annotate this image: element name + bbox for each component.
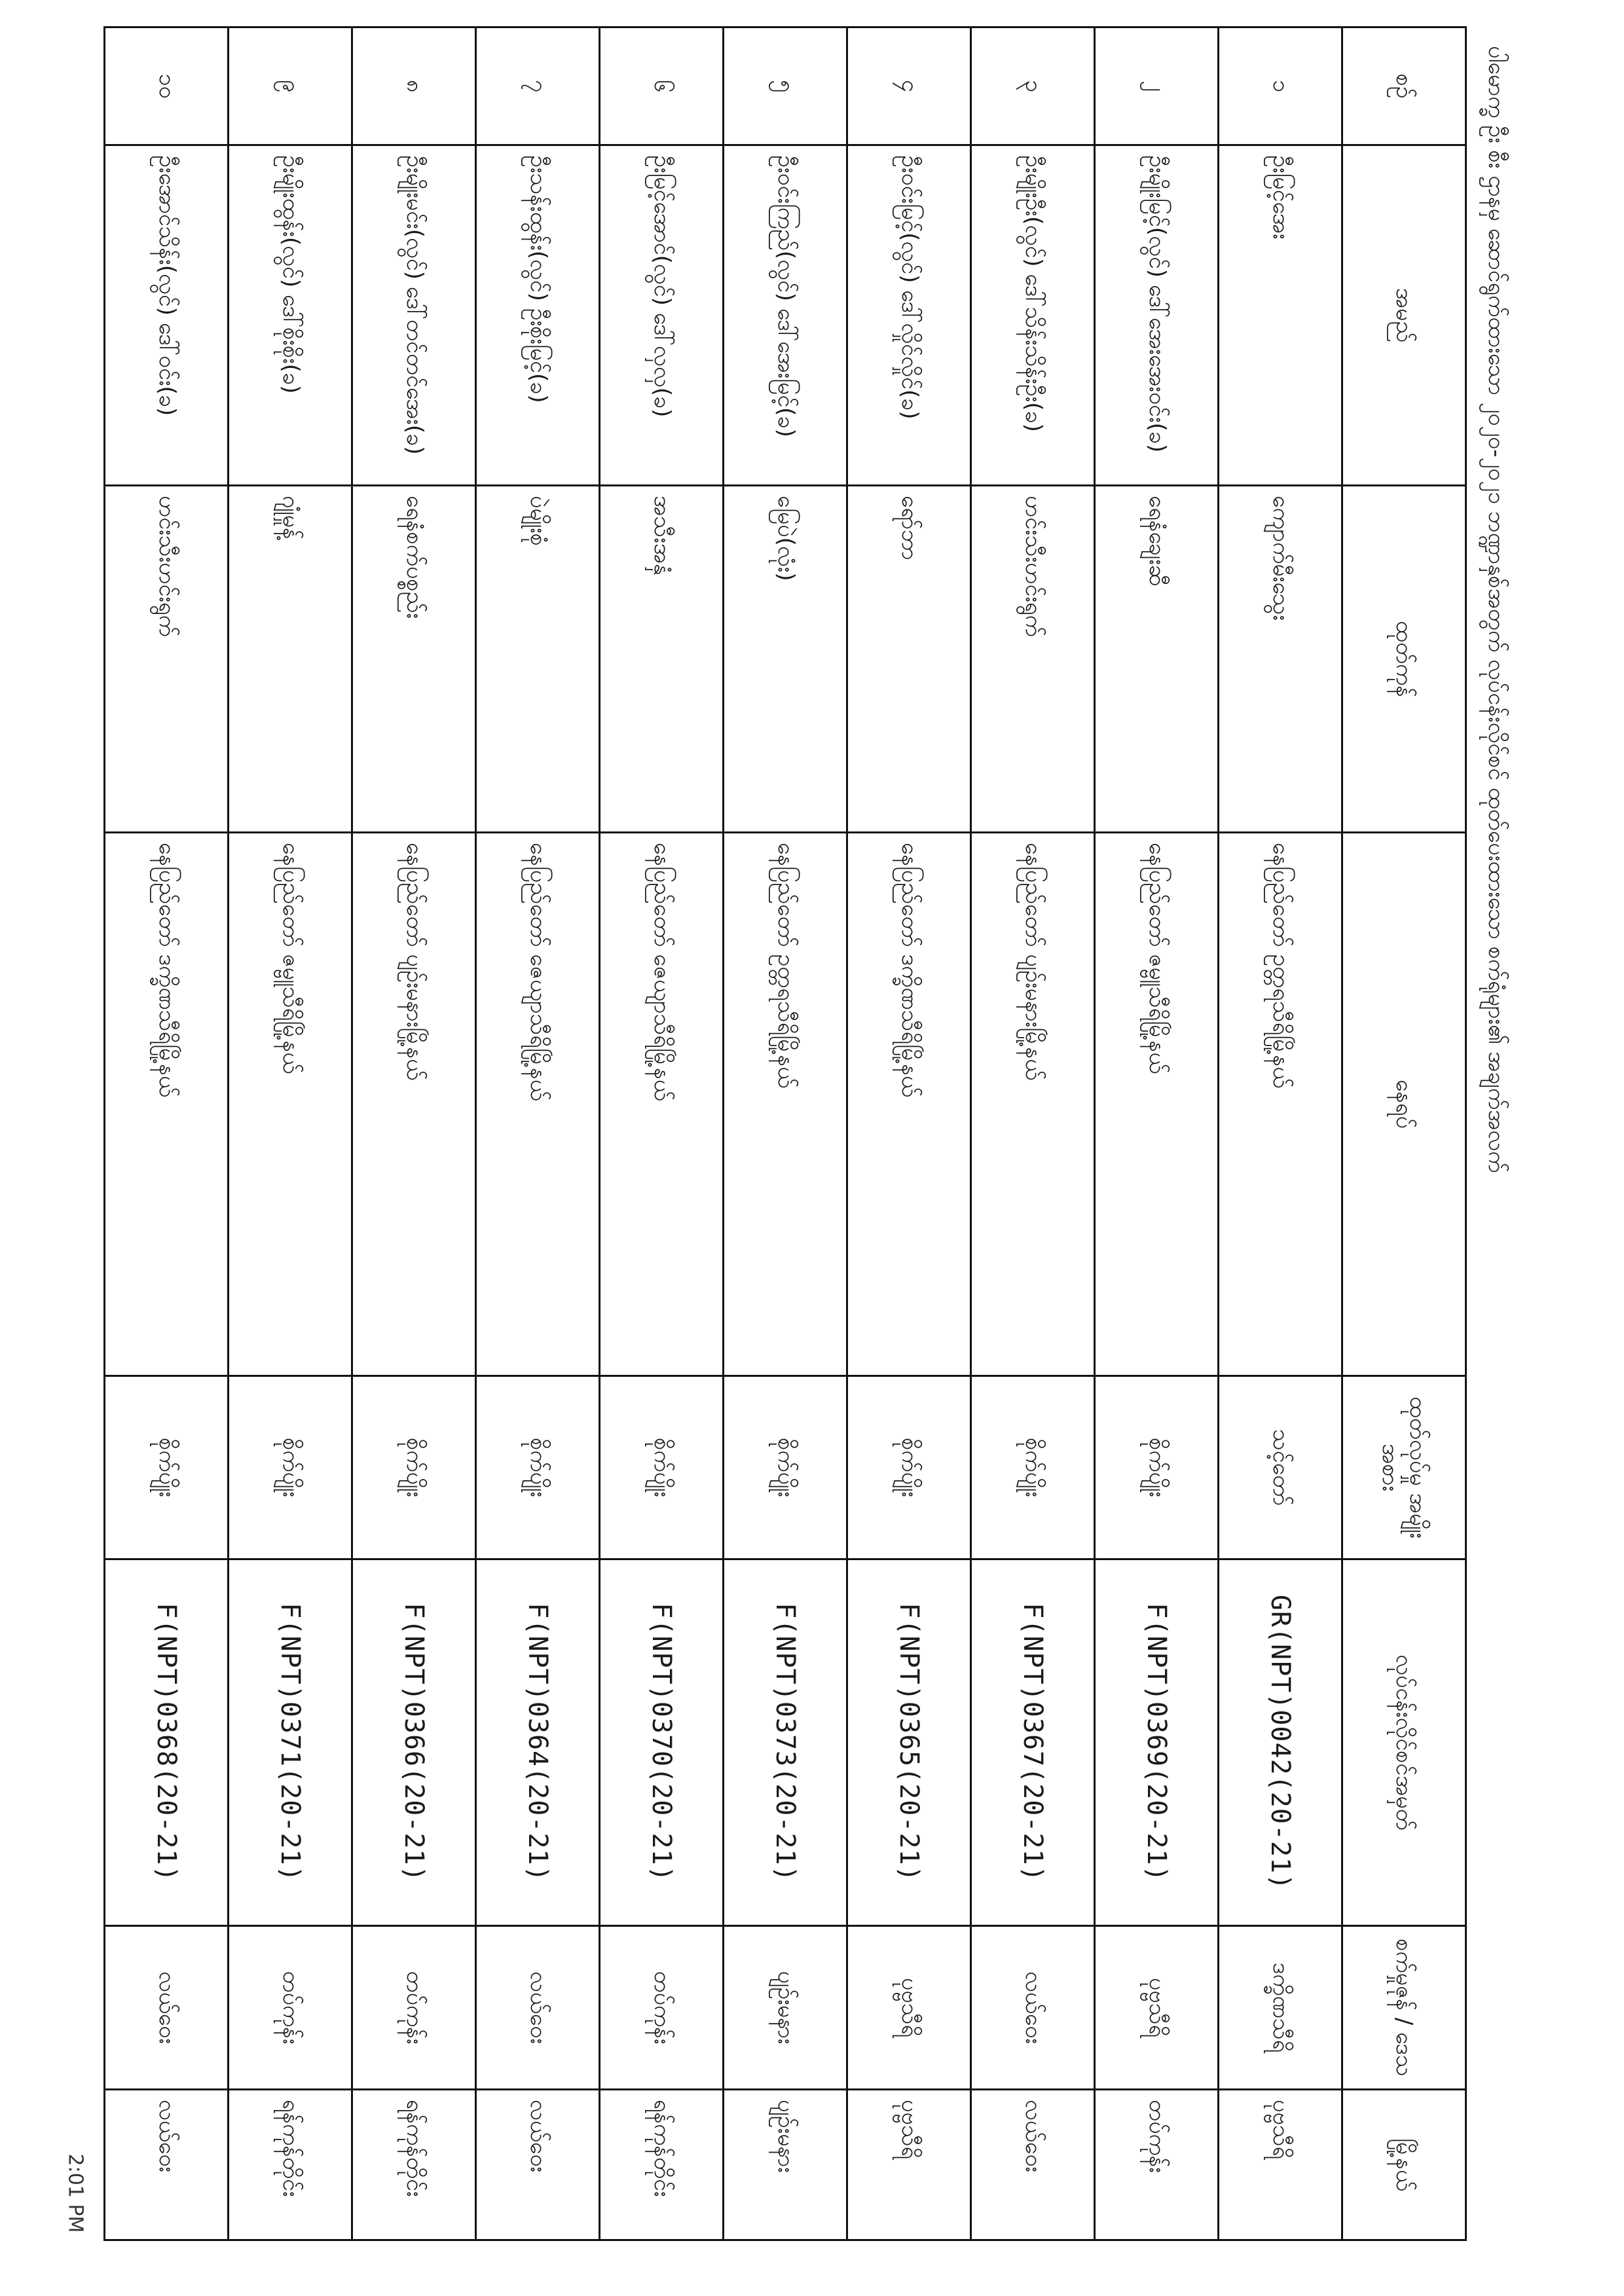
cell-name: ဦးသန်းထွန်း(လွင်) ဦးစိုးမြင့်(ခ)	[476, 145, 600, 486]
cell-license: F(NPT)0365(20-21)	[847, 1559, 971, 1926]
cell-township: ရန်ကုန်တိုင်း	[352, 2090, 476, 2240]
cell-township: လယ်ဝေး	[971, 2090, 1095, 2240]
table-row	[352, 27, 476, 2240]
header-name: အမည်	[1342, 145, 1466, 486]
cell-no: ၈	[352, 27, 476, 145]
cell-manufacture: စိုက်ပျိုး	[1095, 1376, 1219, 1559]
cell-manufacture: စိုက်ပျိုး	[971, 1376, 1095, 1559]
page-stamp	[46, 2128, 105, 2259]
cell-no: ၁၀	[105, 27, 229, 145]
cell-product: အသီးအနှံ	[600, 486, 724, 833]
cell-type: တပ်ကုန်း	[352, 1926, 476, 2090]
cell-license: F(NPT)0370(20-21)	[600, 1559, 724, 1926]
cell-township: တပ်ကုန်း	[1095, 2090, 1219, 2240]
cell-product: မြေပဲ(လုံး)	[724, 486, 847, 833]
table-row	[1095, 27, 1219, 2240]
cell-license: F(NPT)0368(20-21)	[105, 1559, 229, 1926]
cell-manufacture: စိုက်ပျိုး	[105, 1376, 229, 1559]
cell-manufacture: စိုက်ပျိုး	[847, 1376, 971, 1559]
cell-address: နေပြည်တော် ပျဉ်းမနားမြို့နယ်	[352, 833, 476, 1376]
cell-license: F(NPT)0371(20-21)	[229, 1559, 352, 1926]
cell-address: နေပြည်တော် ဇေယျာသီရိမြို့နယ်	[476, 833, 600, 1376]
header-row	[1342, 27, 1466, 2240]
header-township: မြို့နယ်	[1342, 2090, 1466, 2240]
page-stamp-text: 2:01 PM	[64, 2153, 87, 2233]
cell-no: ၉	[229, 27, 352, 145]
cell-address: နေပြည်တော် ဇမ္ဗူသီရိမြို့နယ်	[1095, 833, 1219, 1376]
cell-no: ၇	[476, 27, 600, 145]
cell-product: ကျောက်မီးသွေး	[1219, 486, 1342, 833]
cell-type: လယ်ဝေး	[105, 1926, 229, 2090]
cell-product: ဟင်းသီးဟင်းရွက်	[105, 486, 229, 833]
license-table	[103, 26, 1467, 2241]
cell-no: ၆	[600, 27, 724, 145]
cell-township: လယ်ဝေး	[476, 2090, 600, 2240]
cell-name: ဦးမျိုးဦး(လွင်) ဒေါ်သိန်းသိန်းဦး(ခ)	[971, 145, 1095, 486]
cell-license: F(NPT)0369(20-21)	[1095, 1559, 1219, 1926]
header-type: စက်မှုဇုန် / ဒေသ	[1342, 1926, 1466, 2090]
cell-type: လယ်ဝေး	[476, 1926, 600, 2090]
table-row	[105, 27, 229, 2240]
cell-type: တပ်ကုန်း	[600, 1926, 724, 2090]
cell-address: နေပြည်တော် ဇေယျာသီရိမြို့နယ်	[600, 833, 724, 1376]
cell-township: ပုဗ္ဗသီရိ	[1219, 2090, 1342, 2240]
cell-manufacture: စိုက်ပျိုး	[476, 1376, 600, 1559]
header-license: လုပ်ငန်းလိုင်စင်အမှတ်	[1342, 1559, 1466, 1926]
header-address: နေရပ်	[1342, 833, 1466, 1376]
cell-township: ပျဉ်းမနား	[724, 2090, 847, 2240]
cell-type: ပျဉ်းမနား	[724, 1926, 847, 2090]
cell-product: ရော်ဘာ	[847, 486, 971, 833]
table-row	[229, 27, 352, 2240]
cell-address: နေပြည်တော် ဒက္ခိဏသီရိမြို့နယ်	[847, 833, 971, 1376]
table-row	[1219, 27, 1342, 2240]
cell-township: ရန်ကုန်တိုင်း	[600, 2090, 724, 2240]
cell-type: ပုဗ္ဗသီရိ	[1095, 1926, 1219, 2090]
cell-name: ဦးဝင်းကြည်(လွင်) ဒေါ်အေးမြင့်(ခ)	[724, 145, 847, 486]
cell-address: နေပြည်တော် ဥတ္တရသီရိမြို့နယ်	[1219, 833, 1342, 1376]
cell-manufacture: စိုက်ပျိုး	[600, 1376, 724, 1559]
cell-license: GR(NPT)0042(20-21)	[1219, 1559, 1342, 1926]
cell-license: F(NPT)0373(20-21)	[724, 1559, 847, 1926]
cell-no: ၅	[724, 27, 847, 145]
cell-type: တပ်ကုန်း	[229, 1926, 352, 2090]
rotated-document	[118, 26, 1526, 2239]
cell-name: ဦးအောင်သိန်း(လွင်) ဒေါ်ဝင်း(ခ)	[105, 145, 229, 486]
cell-no: ၂	[1095, 27, 1219, 145]
cell-name: ဦးမျိုးမြင့်(လွင်) ဒေါ်အေးအေးဝင်း(ခ)	[1095, 145, 1219, 486]
cell-name: ဦးမျိုးထွန်း(လွင်) ဒေါ်စိုးစိုး(ခ)	[229, 145, 352, 486]
cell-product: ရေနံစက်ပစ္စည်း	[352, 486, 476, 833]
cell-address: နေပြည်တော် ပျဉ်းမနားမြို့နယ်	[971, 833, 1095, 1376]
cell-township: ပုဗ္ဗသီရိ	[847, 2090, 971, 2240]
header-product: ထုတ်ကုန်	[1342, 486, 1466, 833]
cell-name: ဦးဝင်းမြင့်(လွင်) ဒေါ်လှိုင်လှိုင်(ခ)	[847, 145, 971, 486]
cell-product: ပဲမျိုးစုံ	[476, 486, 600, 833]
cell-address: နေပြည်တော် ဒက္ခိဏသီရိမြို့နယ်	[105, 833, 229, 1376]
table-row	[724, 27, 847, 2240]
table-row	[847, 27, 971, 2240]
cell-license: F(NPT)0367(20-21)	[971, 1559, 1095, 1926]
document-title: ပါမောက္ခ ဦး စီး ဌာနမှ ဆောင်ရွက်ထားသော ၂၀၂၀-၂၀၂၁ ဘဏ္ဍာနှစ်အတွက် လုပ်ငန်းလိုင်စင် ထုတ်ပေးထားသော စက်ရုံများ၏ အချက်အလက်	[1483, 46, 1509, 1173]
table-body	[105, 27, 1342, 2240]
cell-manufacture: စိုက်ပျိုး	[229, 1376, 352, 1559]
cell-license: F(NPT)0366(20-21)	[352, 1559, 476, 1926]
cell-no: ၄	[847, 27, 971, 145]
cell-address: နေပြည်တော် ဥတ္တရသီရိမြို့နယ်	[724, 833, 847, 1376]
cell-name: ဦးမျိုးမင်း(လွင်) ဒေါ်တင်တင်အေး(ခ)	[352, 145, 476, 486]
cell-license: F(NPT)0364(20-21)	[476, 1559, 600, 1926]
cell-manufacture: သင့်တော်	[1219, 1376, 1342, 1559]
cell-address: နေပြည်တော် ဇမ္ဗူသီရိမြို့နယ်	[229, 833, 352, 1376]
cell-product: ဂျုံမှုန့်	[229, 486, 352, 833]
table-row	[971, 27, 1095, 2240]
cell-name: ဦးမြင့်အေး	[1219, 145, 1342, 486]
cell-type: လယ်ဝေး	[971, 1926, 1095, 2090]
cell-manufacture: စိုက်ပျိုး	[724, 1376, 847, 1559]
cell-type: ဒက္ခိဏသီရိ	[1219, 1926, 1342, 2090]
table-row	[476, 27, 600, 2240]
cell-product: ဟင်းသီးဟင်းရွက်	[971, 486, 1095, 833]
header-manufacture: ထုတ်လုပ်မှု အမျိုးအစား	[1342, 1376, 1466, 1559]
cell-manufacture: စိုက်ပျိုး	[352, 1376, 476, 1559]
cell-product: ရေနံချေးဆီ	[1095, 486, 1219, 833]
cell-type: ပုဗ္ဗသီရိ	[847, 1926, 971, 2090]
cell-no: ၁	[1219, 27, 1342, 145]
cell-name: ဦးမြင့်အောင်(လွင်) ဒေါ်လှလှ(ခ)	[600, 145, 724, 486]
cell-no: ၃	[971, 27, 1095, 145]
cell-township: လယ်ဝေး	[105, 2090, 229, 2240]
table-row	[600, 27, 724, 2240]
cell-township: ရန်ကုန်တိုင်း	[229, 2090, 352, 2240]
header-no: စဉ်	[1342, 27, 1466, 145]
